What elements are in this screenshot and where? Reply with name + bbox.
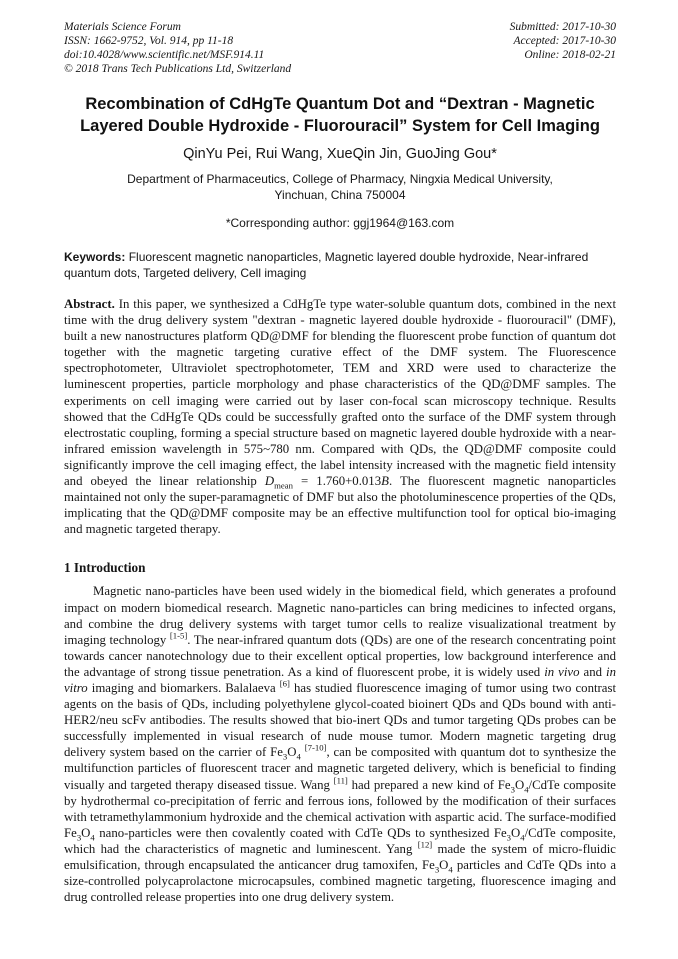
affiliation-line-1: Department of Pharmaceutics, College of Pharmacy, Ningxia Medical University, — [127, 172, 553, 186]
page-header — [64, 20, 616, 76]
keywords-paragraph: Keywords: Fluorescent magnetic nanoparticles, Magnetic layered double hydroxide, Near-infrared quantum dots, Targeted delivery, Cell imaging — [64, 250, 589, 280]
corresponding-author: *Corresponding author: ggj1964@163.com — [225, 216, 455, 230]
paper-title-line-1: Recombination of CdHgTe Quantum Dot and “Dextran - Magnetic — [85, 95, 595, 113]
submitted-date: Submitted: 2017-10-30 — [509, 21, 616, 33]
paper-title-line-2: Layered Double Hydroxide - Fluorouracil” System for Cell Imaging — [80, 117, 600, 135]
introduction-paragraph: Magnetic nano-particles have been used widely in the biomedical field, which generates a profound impact on modern biomedical research. Magnetic nano-particles can bring medicines to infected organs, and combine the drug delivery systems with target tumor cells to realize visualizational treatment by imaging technology [1-5]. The near-infrared quantum dots (QDs) are one of the research concentrating point towards cancer nanotechnology due to their excellent optical properties, low background interference and the advantage of strong tissue penetration. As a kind of fluorescent probe, it is widely used in vivo and in vitro imaging and biomarkers. Balalaeva [6] has studied fluorescence imaging of tumor using two contrast agents on the basis of QDs, including polyethylene glycol-coated bioinert QDs and QDs bound with anti-HER2/neu scFv antibodies. The results showed that bio-inert QDs and tumor targeting QDs probes can be successfully implemented in visual research of nude mouse tumor. Modern magnetic targeting drug delivery system based on the carrier of $Fe_3O_4$ [7-10], can be composited with quantum dot to synthesize the multifunction particles of fluorescent tracer and magnetic targeted delivery, which is beneficial to finding visually and targeted therapy diseased tissue. Wang [11] had prepared a new kind of $Fe_3O_4$/CdTe composite by hydrothermal co-precipitation of ferric and ferrous ions, followed by the modification of their surfaces with tetramethylammonium hydroxide and the chemical activation with aspartic acid. The surface-modified $Fe_3O_4$ nano-particles were then covalently coated with CdTe QDs to synthesized $Fe_3O_4$/CdTe composite, which had the characteristics of magnetic and luminescent. Yang [12] made the system of micro-fluidic emulsification, through encapsulated the anticancer drug tamoxifen, $Fe_3O_4$ particles and CdTe QDs into a size-controlled polycaprolactone microcapsules, combined magnetic targeting, fluorescence imaging and drug controlled release properties into one drug delivery system. — [64, 584, 617, 905]
section-heading-introduction: 1 Introduction — [64, 560, 146, 576]
accepted-date: Accepted: 2017-10-30 — [513, 35, 616, 47]
abstract-paragraph: Abstract. In this paper, we synthesized a CdHgTe type water-soluble quantum dots, combined in the next time with the drug delivery system "dextran - magnetic layered double hydroxide - fluorouracil" (DMF), built a new nanostructures platform QD@DMF for blending the fluorescent probe function of quantum dot together with the magnetic targeting curative effect of the DMF system. The Fluorescence spectrophotometer, Ultraviolet spectrophotometer, TEM and XRD were used to characterize the luminescent properties, particle morphology and phase characteristics of the QD@DMF samples. The experiments on cell imaging were carried out by laser con-focal scan microscopy technique. Results showed that the CdHgTe QDs could be successfully grafted onto the surface of the DMF system through electrostatic coupling, forming a special structure based on magnetic layered double hydroxide with a near-infrared emission wavelength in 575~780 nm. Compared with QDs, the QD@DMF composite could significantly improve the cell imaging effect, the label intensity increased with the magnetic field intensity and obeyed the linear relationship $D_{mean} = 1.760+0.013B$. The fluorescent magnetic nanoparticles maintained not only the super-paramagnetic of DMF but also the photoluminescence properties of the QDs, implicating that the QD@DMF composite may be an effective multifunction tool for optical bio-imaging and magnetic targeted therapy. — [64, 297, 616, 537]
journal-issn-volume: ISSN: 1662-9752, Vol. 914, pp 11-18 — [64, 35, 234, 47]
journal-doi: doi:10.4028/www.scientific.net/MSF.914.11 — [64, 49, 265, 61]
journal-copyright: © 2018 Trans Tech Publications Ltd, Switzerland — [64, 63, 292, 75]
submission-dates — [510, 20, 616, 62]
journal-name: Materials Science Forum — [64, 21, 181, 33]
affiliation — [64, 172, 616, 203]
online-date: Online: 2018-02-21 — [524, 49, 616, 61]
journal-info — [64, 20, 291, 76]
affiliation-line-2: Yinchuan, China 750004 — [274, 187, 406, 202]
paper-title — [64, 93, 616, 137]
authors-line: QinYu Pei, Rui Wang, XueQin Jin, GuoJing Gou* — [183, 146, 497, 162]
